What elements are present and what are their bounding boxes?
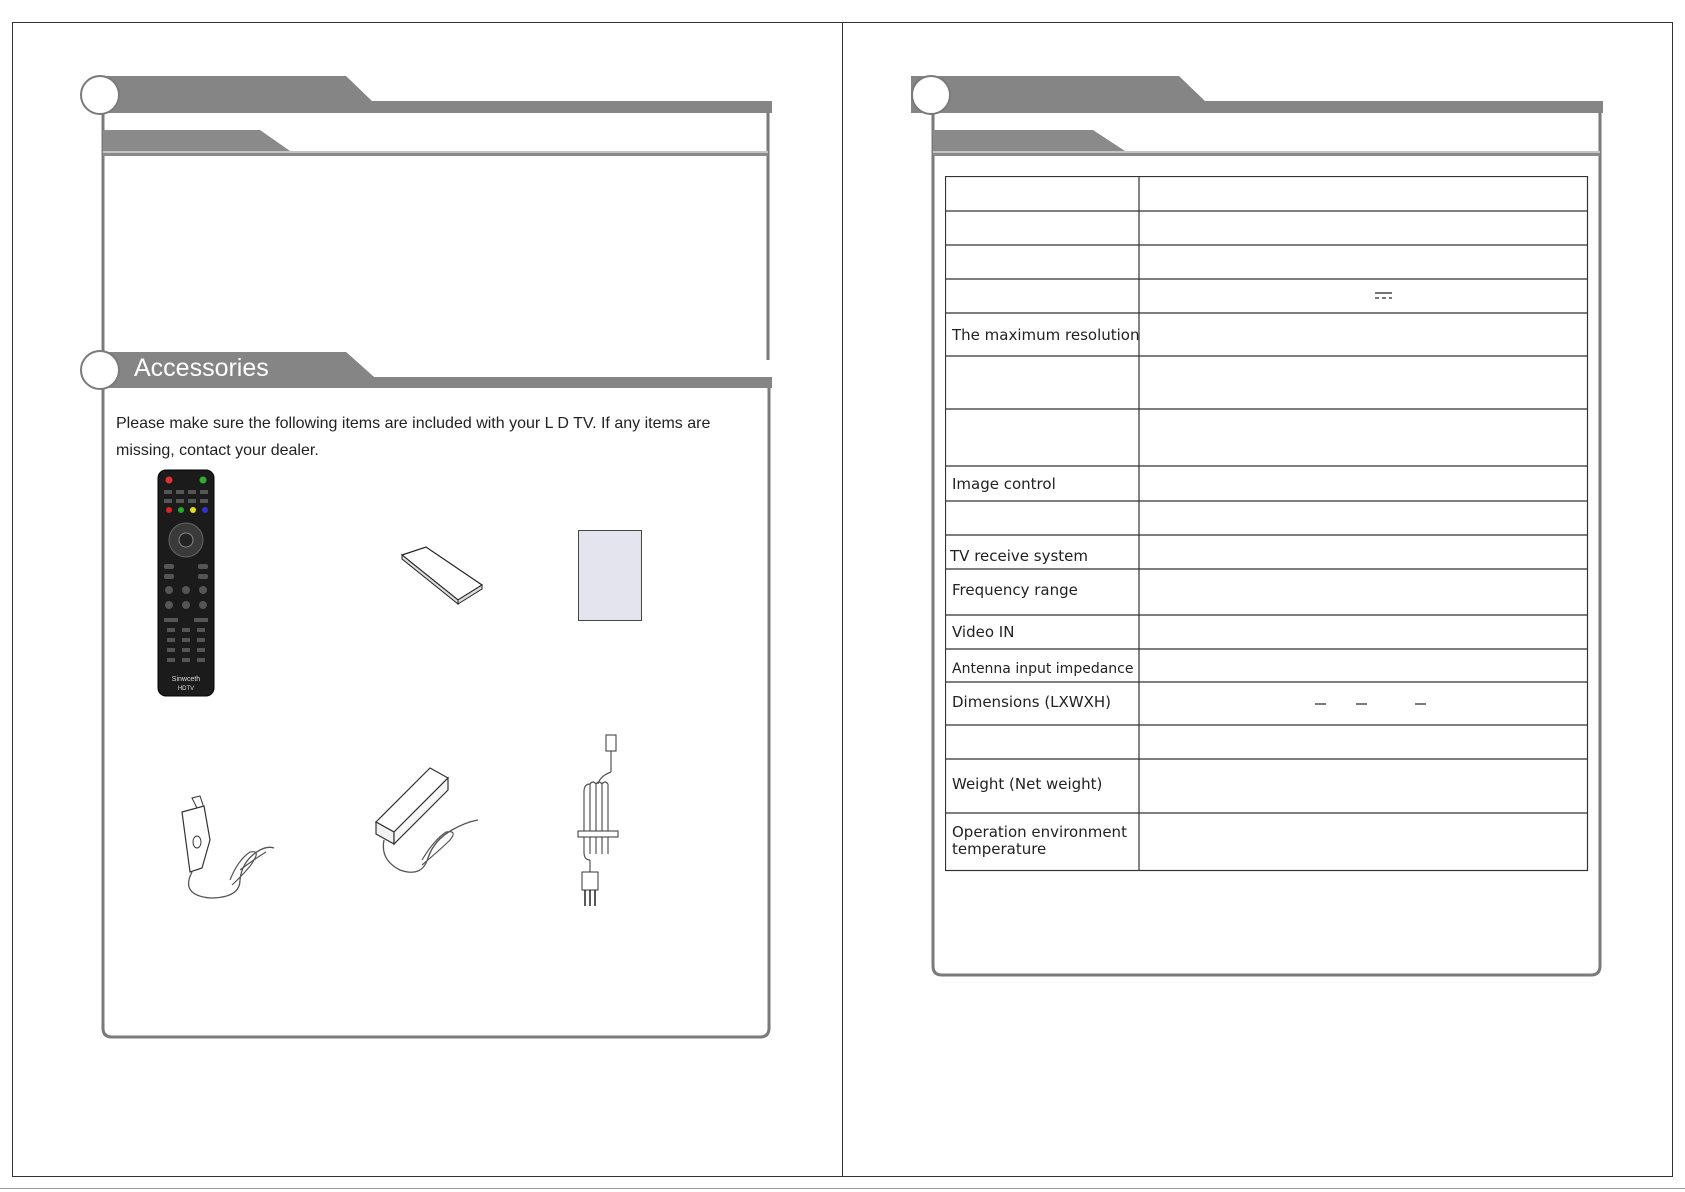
- remote-sub: HDTV: [177, 686, 195, 692]
- spec-label-video-in: Video IN: [952, 623, 1015, 641]
- accessories-title: Accessories: [134, 354, 269, 382]
- spec-label-image-control: Image control: [952, 475, 1056, 493]
- ac-adapter-icon: [370, 760, 490, 885]
- remote-control-illustration: [155, 468, 217, 698]
- warranty-card-icon: [578, 530, 642, 621]
- car-adapter-icon: [170, 790, 285, 905]
- remote-brand: Sinwceth: [171, 676, 201, 683]
- spec-label-temperature: temperature: [952, 840, 1047, 858]
- spec-label-weight: Weight (Net weight): [952, 775, 1103, 793]
- spec-label-antenna-impedance: Antenna input impedance: [952, 661, 1134, 677]
- specifications-table-grid: [945, 176, 1589, 872]
- spec-label-max-resolution: The maximum resolution: [952, 326, 1140, 344]
- dc-symbol-icon: [1375, 293, 1392, 298]
- manual-booklet-icon: [398, 545, 488, 605]
- spec-label-operation-environment: Operation environment: [952, 823, 1127, 841]
- spec-label-dimensions: Dimensions (LXWXH): [952, 693, 1112, 711]
- spec-label-frequency-range: Frequency range: [952, 581, 1078, 599]
- bottom-edge: [0, 1188, 1685, 1189]
- accessories-intro-line1: Please make sure the following items are included with your L D TV. If any items are: [116, 415, 711, 432]
- accessories-intro-line2: missing, contact your dealer.: [116, 442, 319, 459]
- spec-label-tv-receive-system: TV receive system: [950, 547, 1089, 565]
- accessories-intro: [116, 410, 756, 464]
- power-cord-icon: [570, 732, 620, 917]
